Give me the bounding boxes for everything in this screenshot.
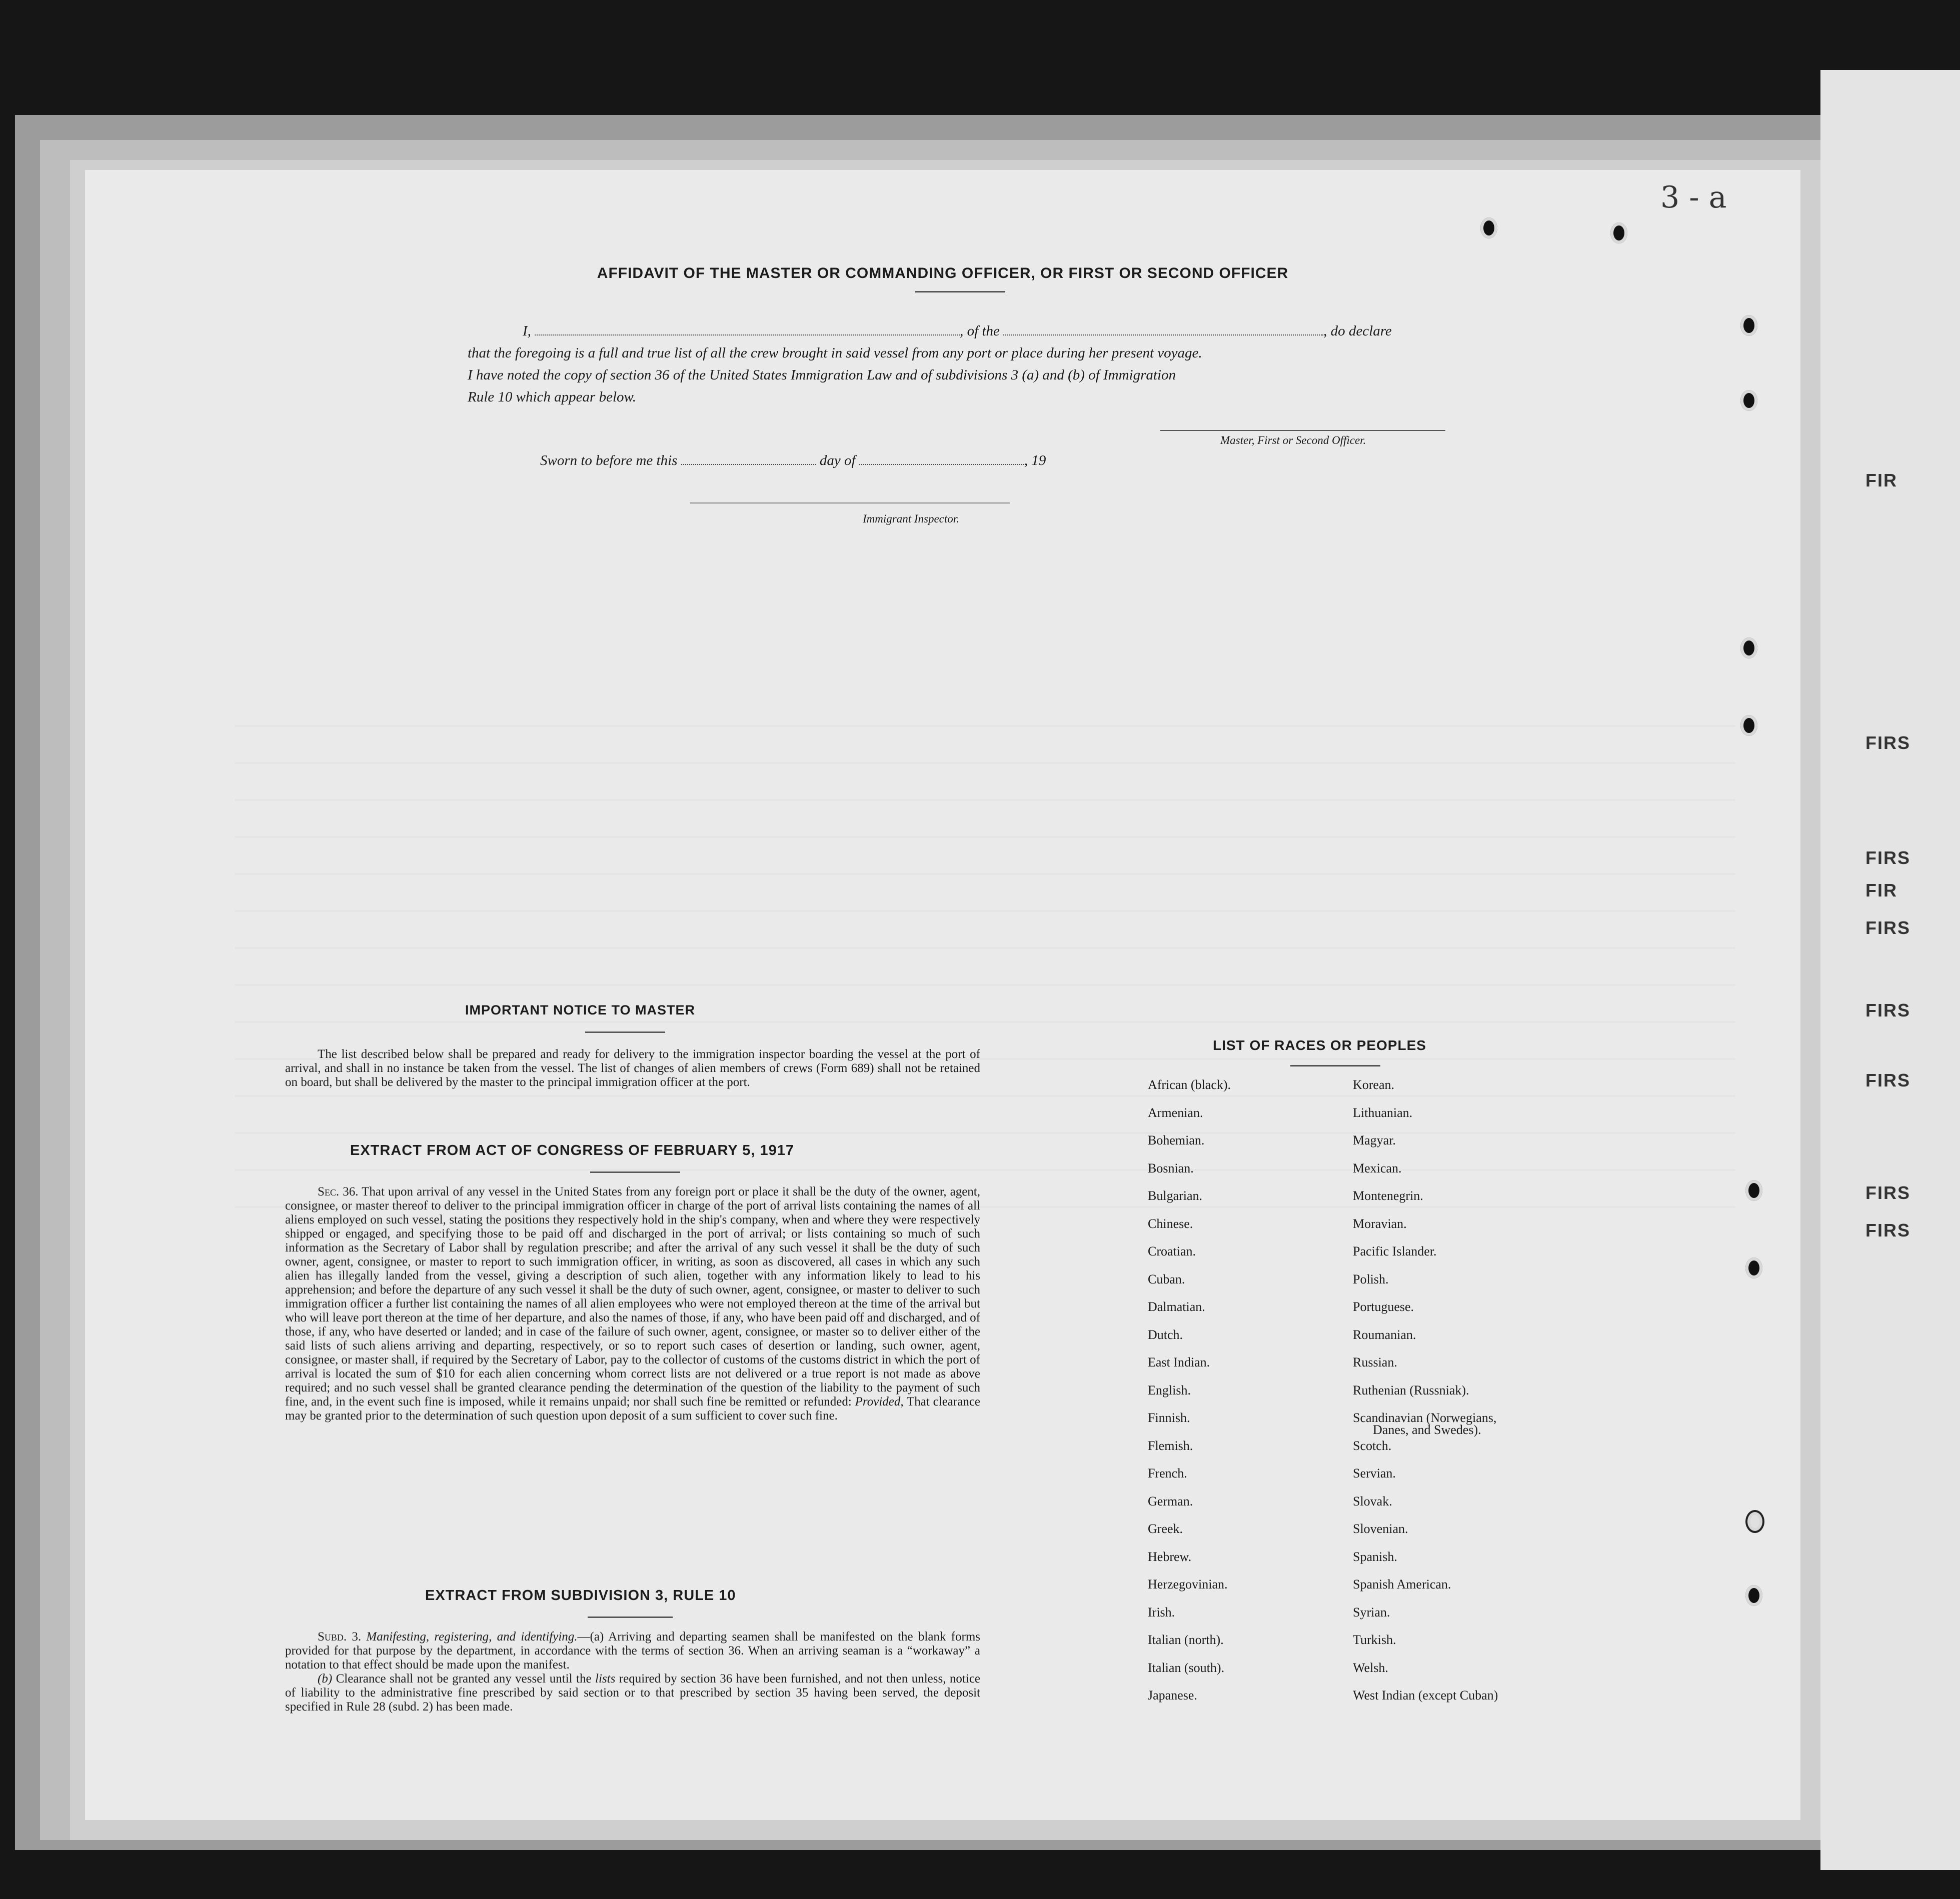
race-item: Flemish.: [1148, 1438, 1193, 1453]
inspector-label: Immigrant Inspector.: [863, 512, 959, 525]
sworn-month-blank: [859, 459, 1024, 465]
race-item: Slovak.: [1353, 1494, 1392, 1508]
sworn-line: [540, 452, 1046, 469]
rule-para-b: [285, 1672, 980, 1714]
rule-para-b-label: (b): [318, 1672, 333, 1686]
races-left-column: [1148, 1078, 1348, 1718]
signature-line: [1160, 430, 1445, 431]
adjacent-page-strip: [1820, 70, 1960, 1870]
rule-subd-heading: Manifesting, registering, and identifying.: [366, 1630, 578, 1644]
punch-hole: [1745, 1510, 1764, 1533]
rule-title: EXTRACT FROM SUBDIVISION 3, RULE 10: [425, 1588, 736, 1604]
punch-hole: [1740, 638, 1757, 658]
affidavit-line4: Rule 10 which appear below.: [468, 389, 636, 405]
race-item: Russian.: [1353, 1355, 1397, 1370]
punch-hole: [1745, 1180, 1762, 1201]
race-item: Italian (north).: [1148, 1632, 1224, 1647]
act-body: That upon arrival of any vessel in the United States from any foreign port or place it shall be the duty of the owner, agent, consignee, or master thereof to deliver to the principal immigration officer in charge of the port of arrival lists containing the names of all aliens employed on such vessel, stating the positions they respectively hold in the ship's company, when and where they were respectively shipped or engaged, and specifying those to be paid off and discharged in the port of arrival; or lists containing so much of such information as the Secretary of Labor shall by regulation prescribe; and after the arrival of any such vessel it shall be the duty of such owner, agent, consignee, or master to report to such immigration officer, in writing, as soon as discovered, all cases in which any such alien has illegally landed from the vessel, giving a description of such alien, together with any information likely to lead to his apprehension; and before the departure of any such vessel it shall be the duty of such owner, agent, consignee, or master to deliver to such immigration officer a further list containing the names of all alien employees who were not employed thereon at the time of the arrival but who will leave port thereon at the time of her departure, and also the names of those, if any, who have been paid off and discharged, and of those, if any, who have deserted or landed; and in case of the failure of such owner, agent, consignee, or master so to deliver either of the said lists of such aliens arriving and departing, respectively, or so to report such cases of desertion or landing, such owner, agent, consignee, or master shall, if required by the Secretary of Labor, pay to the collector of customs of the customs district in which the port of arrival is located the sum of $10 for each alien concerning whom correct lists are not delivered or a true report is not made as above required; and no such vessel shall be granted clearance pending the determination of the question of the liability to the payment of such fine, and, in the event such fine is imposed, while it remains unpaid; nor shall such fine be remitted or refunded:: [285, 1185, 980, 1408]
side-tab: FIRS: [1865, 732, 1911, 753]
race-item: Japanese.: [1148, 1688, 1197, 1702]
divider: [588, 1616, 673, 1618]
race-item: Croatian.: [1148, 1244, 1196, 1258]
punch-hole: [1740, 315, 1757, 336]
vessel-blank: [1003, 330, 1323, 336]
side-tab: FIRS: [1865, 1182, 1911, 1203]
race-item: Bulgarian.: [1148, 1188, 1203, 1203]
signature-label: Master, First or Second Officer.: [1220, 434, 1366, 446]
race-item: Armenian.: [1148, 1105, 1203, 1120]
race-item: Bohemian.: [1148, 1133, 1205, 1148]
affidavit-page: [85, 170, 1800, 1820]
act-text: [285, 1185, 980, 1423]
race-item: Montenegrin.: [1353, 1188, 1423, 1203]
race-item: Mexican.: [1353, 1160, 1402, 1176]
rule-para-a: [285, 1630, 980, 1672]
race-item: Moravian.: [1353, 1216, 1407, 1231]
race-item: Scotch.: [1353, 1438, 1392, 1453]
race-item: Turkish.: [1353, 1632, 1396, 1647]
race-item: Finnish.: [1148, 1410, 1190, 1425]
race-item: Polish.: [1353, 1272, 1389, 1286]
race-item: Pacific Islander.: [1353, 1244, 1437, 1258]
race-item: Hebrew.: [1148, 1549, 1192, 1564]
punch-hole: [1740, 390, 1757, 411]
side-tab: FIR: [1865, 880, 1897, 900]
affidavit-declare: , do declare: [1323, 323, 1392, 339]
race-item: Syrian.: [1353, 1604, 1390, 1620]
inspector-line: [690, 502, 1010, 504]
race-item: Irish.: [1148, 1604, 1175, 1620]
affidavit-line2: that the foregoing is a full and true list of all the crew brought in said vessel from any port or place during her present voyage.: [468, 345, 1202, 361]
rule-text: [285, 1630, 980, 1714]
race-item: Dutch.: [1148, 1327, 1183, 1342]
rule-para-b-lists: lists: [595, 1672, 616, 1686]
rule-para-a-text: —(a) Arriving and departing seamen shall be manifested on the blank forms provided for that purpose by the department, in accordance with the terms of section 36. When an arriving seaman is a “workaway” a notation to that effect should be made upon the manifest.: [285, 1630, 980, 1672]
act-section-label: Sec. 36.: [318, 1185, 359, 1198]
races-title: LIST OF RACES OR PEOPLES: [1213, 1038, 1426, 1053]
race-item: Dalmatian.: [1148, 1300, 1205, 1314]
punch-hole: [1740, 715, 1757, 736]
race-item: German.: [1148, 1494, 1193, 1508]
race-item: Roumanian.: [1353, 1327, 1416, 1342]
divider: [1290, 1065, 1380, 1066]
race-item: Lithuanian.: [1353, 1105, 1413, 1120]
side-tab: FIRS: [1865, 1000, 1911, 1020]
race-item: Ruthenian (Russniak).: [1353, 1382, 1469, 1398]
side-tab: FIRS: [1865, 1220, 1911, 1240]
sworn-day-of: day of: [819, 452, 856, 468]
side-tab: FIR: [1865, 470, 1897, 490]
divider: [915, 291, 1005, 292]
punch-hole: [1610, 222, 1627, 244]
rule-para-b-end: required by section 36 have been furnished, and not then unless, notice of liability to the administrative fine prescribed by said section or to that prescribed by section 35 having been served, the deposit specified in Rule 28 (subd. 2) has been made.: [285, 1672, 981, 1714]
race-item: West Indian (except Cuban): [1353, 1688, 1498, 1702]
race-item: Greek.: [1148, 1522, 1183, 1536]
race-item: Korean.: [1353, 1078, 1395, 1092]
race-item: Welsh.: [1353, 1660, 1388, 1675]
affidavit-of-the: , of the: [960, 323, 1000, 339]
affidavit-i: I,: [523, 323, 531, 339]
sworn-year: , 19: [1024, 452, 1046, 468]
race-item: Scandinavian (Norwegians,: [1353, 1410, 1497, 1425]
race-item: Herzegovinian.: [1148, 1577, 1228, 1592]
race-item: African (black).: [1148, 1078, 1231, 1092]
race-item: French.: [1148, 1466, 1187, 1480]
race-item-continuation: Danes, and Swedes).: [1373, 1422, 1481, 1437]
rule-subd-label: Subd. 3.: [318, 1630, 362, 1644]
affidavit-title: AFFIDAVIT OF THE MASTER OR COMMANDING OFFICER, OR FIRST OR SECOND OFFICER: [597, 265, 1289, 282]
race-item: Magyar.: [1353, 1133, 1396, 1148]
notice-text: The list described below shall be prepared and ready for delivery to the immigration inspector boarding the vessel at the port of arrival, and shall in no instance be taken from the vessel. The list of changes of alien members of crews (Form 689) shall not be retained on board, but shall be delivered by the master to the principal immigration officer at the port.: [285, 1048, 980, 1089]
name-blank: [535, 330, 960, 336]
side-tab: FIRS: [1865, 918, 1911, 938]
punch-hole: [1480, 218, 1497, 238]
sworn-prefix: Sworn to before me this: [540, 452, 678, 468]
punch-hole: [1745, 1258, 1762, 1278]
punch-hole: [1745, 1585, 1762, 1606]
side-tab: FIRS: [1865, 848, 1911, 868]
sworn-day-blank: [681, 459, 816, 465]
race-item: Portuguese.: [1353, 1300, 1414, 1314]
act-title: EXTRACT FROM ACT OF CONGRESS OF FEBRUARY 5, 1917: [350, 1142, 795, 1158]
race-item: East Indian.: [1148, 1355, 1210, 1370]
side-tab: FIRS: [1865, 1070, 1911, 1090]
affidavit-line3: I have noted the copy of section 36 of the United States Immigration Law and of subdivisions 3 (a) and (b) of Immigration: [468, 367, 1176, 383]
race-item: Servian.: [1353, 1466, 1396, 1480]
act-provided: Provided,: [855, 1395, 904, 1408]
notice-title: IMPORTANT NOTICE TO MASTER: [465, 1002, 695, 1018]
race-item: Chinese.: [1148, 1216, 1193, 1231]
race-item: Cuban.: [1148, 1272, 1185, 1286]
rule-para-b-start: Clearance shall not be granted any vessel until the: [336, 1672, 592, 1686]
race-item: Italian (south).: [1148, 1660, 1225, 1675]
race-item: Slovenian.: [1353, 1522, 1408, 1536]
handwritten-page-number: 3 - a: [1660, 180, 1727, 215]
race-item: Spanish American.: [1353, 1577, 1451, 1592]
races-right-column: [1353, 1078, 1613, 1718]
race-item: Spanish.: [1353, 1549, 1397, 1564]
race-item: English.: [1148, 1382, 1191, 1398]
divider: [585, 1032, 665, 1033]
affidavit-body: [468, 320, 1528, 408]
race-item: Bosnian.: [1148, 1160, 1194, 1176]
act-body-end: That clearance may be granted prior to the determination of such question upon deposit of a sum sufficient to cover such fine.: [285, 1395, 981, 1422]
divider: [590, 1172, 680, 1173]
